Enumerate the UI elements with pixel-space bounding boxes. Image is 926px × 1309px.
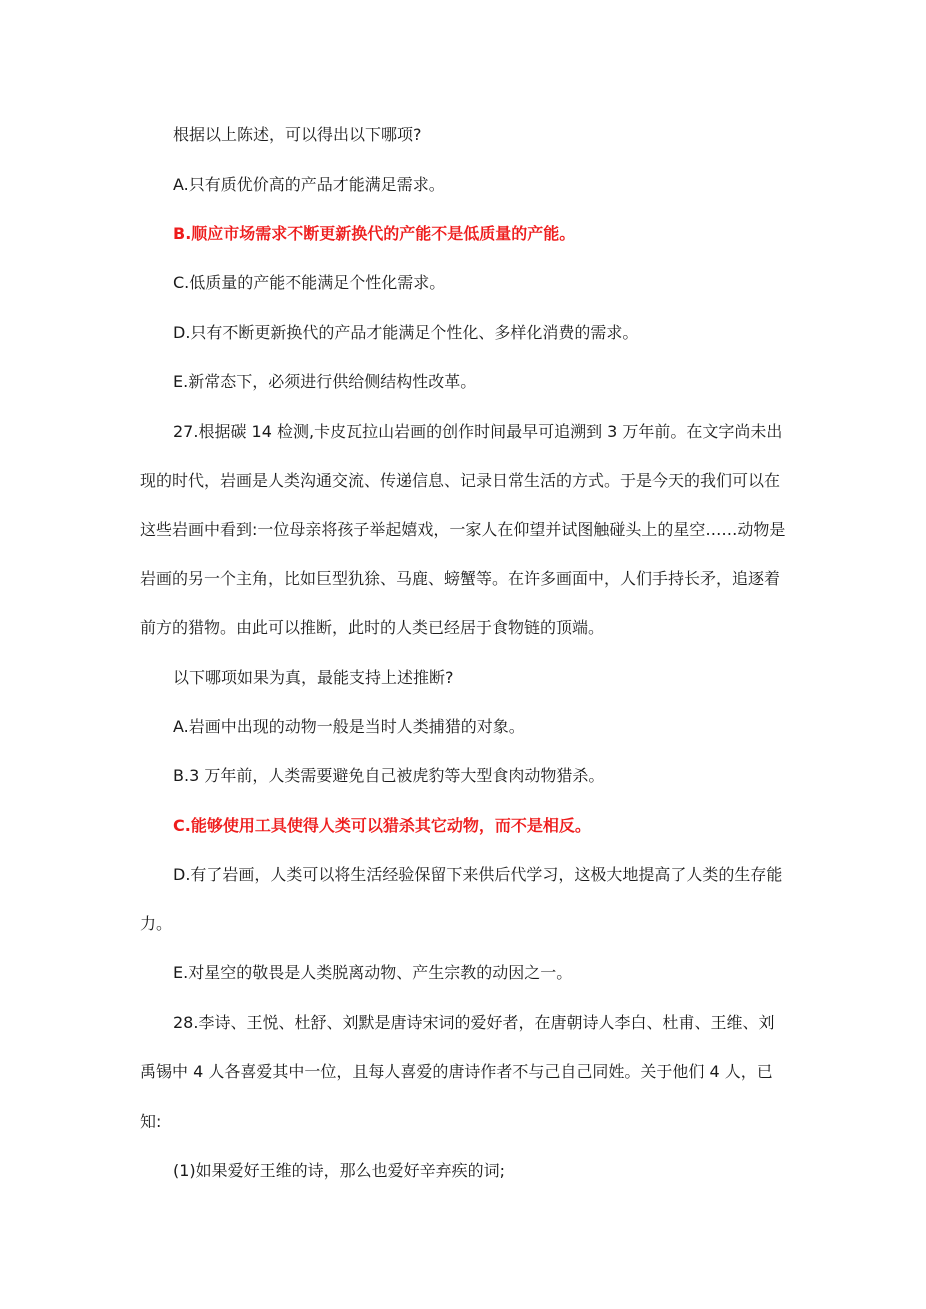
- question-prompt: 根据以上陈述，可以得出以下哪项?: [173, 125, 422, 144]
- question-28-paragraph-line: 知:: [140, 1112, 162, 1131]
- option-c: C.低质量的产能不能满足个性化需求。: [173, 273, 446, 292]
- question-27-paragraph-line: 27.根据碳 14 检测,卡皮瓦拉山岩画的创作时间最早可追溯到 3 万年前。在文字尚未出: [173, 422, 783, 441]
- q27-option-d: D.有了岩画，人类可以将生活经验保留下来供后代学习，这极大地提高了人类的生存能: [173, 865, 783, 884]
- q27-option-d-continued: 力。: [140, 914, 173, 933]
- question-27-paragraph-line: 现的时代，岩画是人类沟通交流、传递信息、记录日常生活的方式。于是今天的我们可以在: [140, 471, 781, 490]
- option-b-correct-answer: B.顺应市场需求不断更新换代的产能不是低质量的产能。: [173, 224, 576, 243]
- option-e: E.新常态下，必须进行供给侧结构性改革。: [173, 372, 477, 391]
- q27-option-b: B.3 万年前，人类需要避免自己被虎豹等大型食肉动物猎杀。: [173, 766, 605, 785]
- q27-option-a: A.岩画中出现的动物一般是当时人类捕猎的对象。: [173, 717, 525, 736]
- question-27-prompt: 以下哪项如果为真，最能支持上述推断?: [173, 668, 454, 687]
- q27-option-e: E.对星空的敬畏是人类脱离动物、产生宗教的动因之一。: [173, 963, 573, 982]
- question-27-paragraph-line: 岩画的另一个主角，比如巨型犰狳、马鹿、螃蟹等。在许多画面中，人们手持长矛，追逐着: [140, 569, 781, 588]
- question-28-paragraph-line: 28.李诗、王悦、杜舒、刘默是唐诗宋词的爱好者，在唐朝诗人李白、杜甫、王维、刘: [173, 1013, 775, 1032]
- question-28-paragraph-line: 禹锡中 4 人各喜爱其中一位，且每人喜爱的唐诗作者不与己自己同姓。关于他们 4 人，已: [140, 1062, 773, 1081]
- option-a: A.只有质优价高的产品才能满足需求。: [173, 175, 445, 194]
- q27-option-c-correct-answer: C.能够使用工具使得人类可以猎杀其它动物，而不是相反。: [173, 816, 591, 835]
- question-28-condition-1: (1)如果爱好王维的诗，那么也爱好辛弃疾的词;: [173, 1161, 506, 1180]
- question-27-paragraph-line: 这些岩画中看到:一位母亲将孩子举起嬉戏，一家人在仰望并试图触碰头上的星空……动物是: [140, 520, 786, 539]
- question-27-paragraph-line: 前方的猎物。由此可以推断，此时的人类已经居于食物链的顶端。: [140, 618, 605, 637]
- option-d: D.只有不断更新换代的产品才能满足个性化、多样化消费的需求。: [173, 323, 639, 342]
